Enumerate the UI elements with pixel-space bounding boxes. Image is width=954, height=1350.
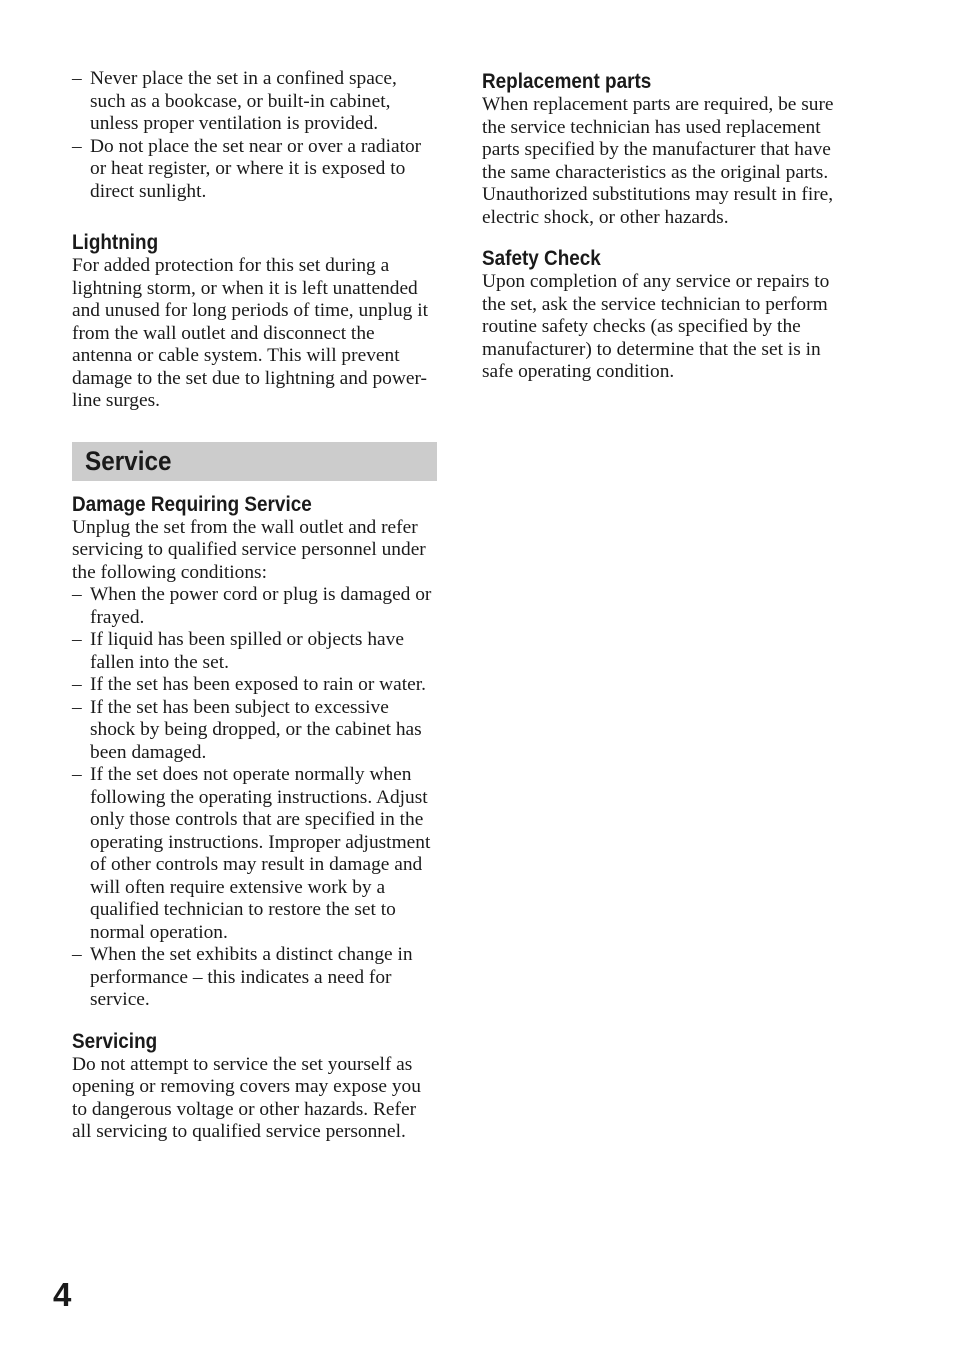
list-item [72,136,437,204]
dash-bullet: – [72,696,82,718]
dash-bullet: – [72,764,82,785]
list-item [72,944,437,1012]
list-item-text: Never place the set in a confined space, such as a bookcase, or built-in cabinet, unless proper ventilation is provided. [90,68,397,134]
safety-body: Upon completion of any service or repairs to the set, ask the service technician to perform routine safety checks (as specified by the manufacturer) to determine that the set is in safe operating condition. [482,271,830,382]
list-item-text: If the set has been subject to excessive shock by being dropped, or the cabinet has been damaged. [90,696,422,763]
list-item-text: Do not place the set near or over a radiator or heat register, or where it is exposed to direct sunlight. [90,135,422,202]
dash-bullet: – [72,584,82,605]
damage-list [72,584,437,1012]
lightning-heading: Lightning [72,230,159,254]
list-item [72,68,437,136]
dash-bullet: – [72,68,82,89]
list-item [72,629,437,674]
damage-heading: Damage Requiring Service [72,491,312,516]
dash-bullet: – [72,944,82,965]
replacement-heading: Replacement parts [482,69,652,93]
left-column [72,68,437,1144]
list-item [72,674,437,697]
dash-bullet: – [72,629,82,650]
service-section-title: Service [85,445,172,476]
dash-bullet: – [72,674,82,695]
right-column [482,68,847,384]
list-item [72,584,437,629]
page-number: 4 [53,1276,72,1313]
list-item-text: If liquid has been spilled or objects have fallen into the set. [90,629,404,673]
replacement-body: When replacement parts are required, be sure the service technician has used replacement parts specified by the manufacturer that have the same characteristics as the original parts. Unauthorized substitutions may result in fire, electric shock, or other hazards. [482,94,834,228]
service-section-bar [72,442,437,481]
list-item-text: When the power cord or plug is damaged or frayed. [90,584,432,628]
intro-list [72,68,437,203]
safety-heading: Safety Check [482,246,601,270]
servicing-body: Do not attempt to service the set yourself as opening or removing covers may expose you to dangerous voltage or other hazards. Refer all servicing to qualified service personnel. [72,1053,421,1142]
servicing-heading: Servicing [72,1028,158,1053]
list-item-text: When the set exhibits a distinct change in performance – this indicates a need for service. [90,944,413,1010]
list-item-text: If the set does not operate normally when following the operating instructions. Adjust only those controls that are specified in the operating instructions. Improper adjustment of other controls may result in damage and will often require extensive work by a qualified technician to restore the set to normal operation. [90,764,431,943]
list-item-text: If the set has been exposed to rain or water. [90,674,426,695]
damage-intro: Unplug the set from the wall outlet and refer servicing to qualified service personnel under the following conditions: [72,516,426,583]
list-item [72,697,437,765]
lightning-body: For added protection for this set during a lightning storm, or when it is left unattended and unused for long periods of time, unplug it from the wall outlet and disconnect the antenna or cable system. This will prevent damage to the set due to lightning and power-line surges. [72,255,428,411]
list-item [72,764,437,944]
dash-bullet: – [72,135,82,157]
